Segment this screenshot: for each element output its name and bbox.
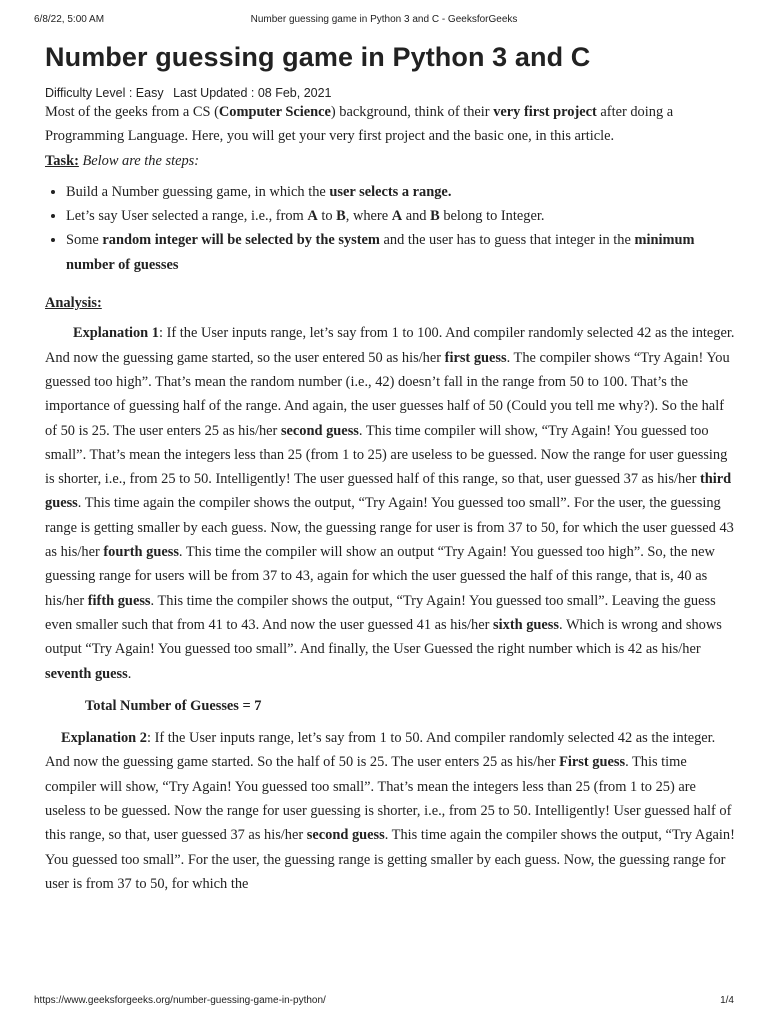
page-number: 1/4	[720, 995, 734, 1006]
print-header	[0, 14, 768, 30]
last-updated: Last Updated : 08 Feb, 2021	[173, 86, 332, 100]
print-page-title: Number guessing game in Python 3 and C - GeeksforGeeks	[250, 14, 518, 25]
list-item: • Some random integer will be selected by the system and the user has to guess that integer in the minimum number of guesses	[66, 228, 735, 277]
print-datetime: 6/8/22, 5:00 AM	[34, 14, 105, 25]
task-description: Below are the steps:	[78, 152, 200, 169]
list-item: • Let’s say User selected a range, i.e., from A to B, where A and B belong to Integer.	[66, 204, 735, 228]
list-item: • Build a Number guessing game, in which the user selects a range.	[66, 180, 735, 204]
task-label: Task:	[45, 152, 79, 169]
explanation-1-paragraph: Explanation 1: If the User inputs range, let’s say from 1 to 100. And compiler randomly selected 42 as the integer. And now the guessing game started, so the user entered 50 as his/her first guess. The compiler shows “Try Again! You guessed too high”. That’s mean the random number (i.e., 42) doesn’t fall in the range from 50 to 100. That’s the importance of guessing half of the range. And again, the user guesses half of 50 (Could you tell me why?). So the half of 50 is 25. The user enters 25 as his/her second guess. This time compiler will show, “Try Again! You guessed too small”. That’s mean the integers less than 25 (from 1 to 25) are useless to be guessed. Now the range for user guessing is shorter, i.e., from 25 to 50. Intelligently! The user guessed half of this range, so that, user guessed 37 as his/her third guess. This time again the compiler shows the output, “Try Again! You guessed too small”. For the user, the guessing range is getting smaller by each guess. Now, the guessing range for user is from 37 to 50, for which the user guessed 43 as his/her fourth guess. This time the compiler will show an output “Try Again! You guessed too high”. So, the new guessing range for users will be from 37 to 43, again for which the user guessed the half of this range, that is, 40 as his/her fifth guess. This time the compiler shows the output, “Try Again! You guessed too small”. Leaving the guess even smaller such that from 41 to 43. And now the user guessed 41 as his/her sixth guess. Which is wrong and shows output “Try Again! You guessed too small”. And finally, the User Guessed the right number which is 42 as his/her seventh guess.	[45, 325, 735, 682]
task-line	[45, 149, 735, 173]
print-footer	[0, 995, 768, 1011]
steps-list	[45, 180, 735, 277]
article-meta	[45, 86, 735, 100]
analysis-heading: Analysis:	[45, 295, 102, 312]
difficulty-level: Difficulty Level : Easy	[45, 86, 164, 100]
total-guesses: Total Number of Guesses = 7	[85, 697, 262, 714]
article-body	[45, 100, 735, 896]
article	[45, 38, 735, 896]
page-url: https://www.geeksforgeeks.org/number-guessing-game-in-python/	[34, 995, 326, 1006]
article-title: Number guessing game in Python 3 and C	[45, 42, 591, 72]
explanation-2-paragraph: Explanation 2: If the User inputs range, let’s say from 1 to 50. And compiler randomly selected 42 as the integer. And now the guessing game started. So the half of 50 is 25. The user enters 25 as his/her First guess. This time compiler will show, “Try Again! You guessed too small”. That’s mean the integers less than 25 (from 1 to 25) are useless to be guessed. Now the range for user guessing is shorter, i.e., from 25 to 50. Intelligently! User guessed half of this range, so that, user guessed 37 as his/her second guess. This time again the compiler shows the output, “Try Again! You guessed too small”. For the user, the guessing range is getting smaller by each guess. Now, the guessing range for user is from 37 to 50, for which the	[45, 730, 735, 892]
intro-paragraph: Most of the geeks from a CS (Computer Science) background, think of their very first project after doing a Programming Language. Here, you will get your very first project and the basic one, in this article.	[45, 104, 674, 145]
